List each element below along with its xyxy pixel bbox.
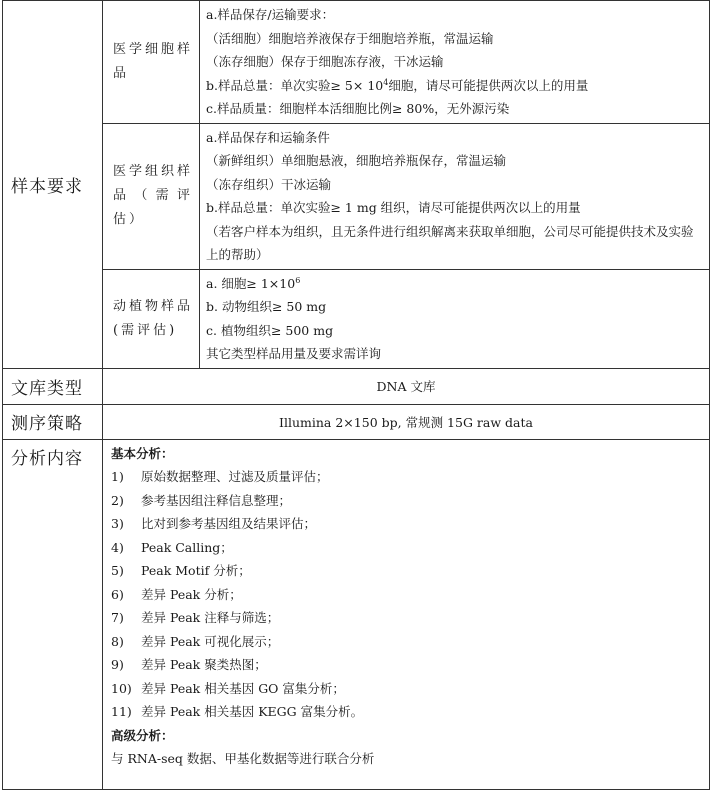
sub-label-plant-animal: 动植物样品(需评估): [103, 269, 200, 368]
library-value: DNA 文库: [103, 368, 710, 404]
cell-line-3: （冻存细胞）保存于细胞冻存液，干冰运输: [206, 54, 444, 69]
cell-total-post: 细胞，请尽可能提供两次以上的用量: [388, 77, 589, 93]
category-sample: 样本要求: [3, 1, 103, 369]
row-sample-tissue: [3, 123, 710, 269]
item-number: 2): [111, 492, 124, 508]
analysis-item: [111, 700, 703, 724]
tissue-line-3: （冻存组织）干冰运输: [206, 176, 332, 192]
item-number: 8): [111, 633, 124, 649]
pa-line-1: b. 动物组织≥ 50 mg: [206, 299, 327, 314]
item-number: 4): [111, 539, 124, 555]
item-text: 差异 Peak 相关基因 GO 富集分析；: [141, 680, 345, 696]
analysis-item: [111, 630, 703, 654]
category-library: 文库类型: [3, 368, 103, 404]
cell-total-exp: 4: [383, 77, 389, 87]
tissue-note: （若客户样本为组织，且无条件进行组织解离来获取单细胞，公司尽可能提供技术及实验上的帮助）: [206, 223, 694, 262]
sub-label-tissue: 医学组织样品（需评估）: [103, 123, 200, 269]
analysis-item: [111, 489, 703, 513]
pa-cell: [206, 272, 703, 296]
sub-label-cell: 医学细胞样品: [103, 1, 200, 124]
item-text: 差异 Peak 相关基因 KEGG 富集分析。: [141, 704, 364, 719]
item-text: 比对到参考基因组及结果评估；: [141, 516, 317, 531]
tissue-line-2: （新鲜组织）单细胞悬液，细胞培养瓶保存，常温运输: [206, 153, 507, 168]
item-number: 1): [111, 469, 124, 484]
category-sequencing: 测序策略: [3, 404, 103, 439]
basic-analysis-title: 基本分析：: [111, 445, 174, 461]
tissue-requirements: [200, 123, 710, 269]
item-number: 6): [111, 586, 124, 602]
analysis-item: [111, 653, 703, 677]
analysis-item: [111, 465, 703, 489]
item-number: 11): [111, 704, 132, 719]
row-analysis: [3, 439, 710, 789]
item-text: 参考基因组注释信息整理；: [141, 492, 292, 508]
analysis-item: [111, 559, 703, 583]
analysis-item: [111, 536, 703, 560]
advanced-analysis-title: 高级分析：: [111, 727, 174, 743]
row-sample-cell: [3, 1, 710, 124]
cell-requirements: [200, 1, 710, 124]
spec-table: [2, 0, 710, 790]
item-text: Peak Motif 分析；: [141, 563, 251, 578]
analysis-item: [111, 606, 703, 630]
analysis-item: [111, 512, 703, 536]
pa-cell-pre: a. 细胞≥ 1×10: [206, 275, 296, 291]
cell-quality: c.样品质量：细胞样本活细胞比例≥ 80%，无外源污染: [206, 101, 510, 116]
item-text: 差异 Peak 可视化展示；: [141, 633, 280, 649]
item-text: 差异 Peak 注释与筛选；: [141, 610, 280, 625]
tissue-line-1: a.样品保存和运输条件: [206, 129, 330, 145]
item-number: 7): [111, 610, 124, 625]
advanced-analysis-text: 与 RNA-seq 数据、甲基化数据等进行联合分析: [111, 751, 375, 766]
row-library: [3, 368, 710, 404]
plant-animal-requirements: [200, 269, 710, 368]
cell-total-pre: b.样品总量：单次实验≥ 5× 10: [206, 77, 384, 93]
analysis-item: [111, 583, 703, 607]
item-text: Peak Calling；: [141, 539, 233, 555]
item-number: 9): [111, 657, 124, 672]
item-number: 10): [111, 680, 132, 696]
pa-cell-exp: 6: [295, 275, 301, 285]
item-text: 差异 Peak 分析；: [141, 586, 242, 602]
sequencing-value: Illumina 2×150 bp, 常规测 15G raw data: [103, 404, 710, 439]
pa-line-3: 其它类型样品用量及要求需详询: [206, 346, 382, 361]
analysis-content: [103, 439, 710, 789]
cell-line-1: a.样品保存/运输要求：: [206, 7, 335, 22]
item-number: 5): [111, 563, 124, 578]
row-sequencing: [3, 404, 710, 439]
pa-line-2: c. 植物组织≥ 500 mg: [206, 322, 334, 338]
category-analysis: 分析内容: [3, 439, 103, 789]
item-text: 差异 Peak 聚类热图；: [141, 657, 267, 672]
cell-line-2: （活细胞）细胞培养液保存于细胞培养瓶，常温运输: [206, 30, 494, 46]
analysis-item: [111, 677, 703, 701]
tissue-line-4: b.样品总量：单次实验≥ 1 mg 组织，请尽可能提供两次以上的用量: [206, 200, 581, 215]
cell-total: [206, 74, 703, 98]
item-text: 原始数据整理、过滤及质量评估；: [141, 469, 329, 484]
item-number: 3): [111, 516, 124, 531]
row-sample-plant-animal: [3, 269, 710, 368]
